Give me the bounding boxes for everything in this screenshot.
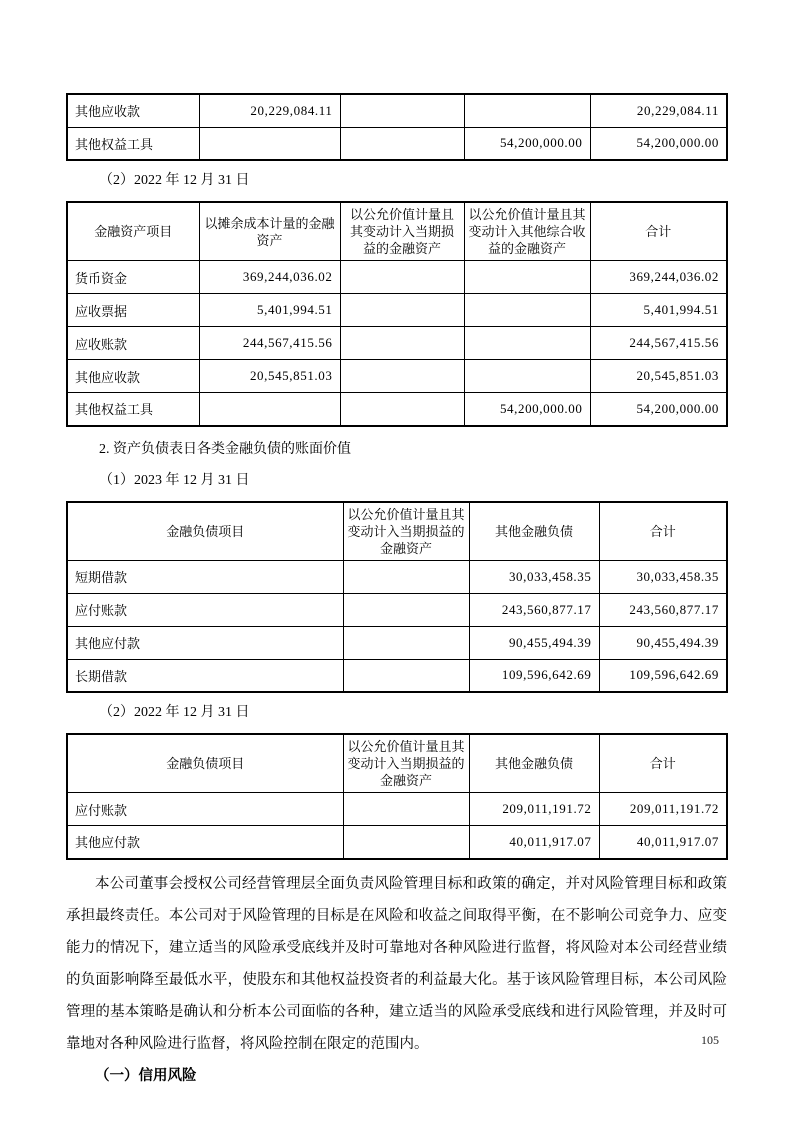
total-cell: 209,011,191.72: [599, 793, 727, 826]
table-row: [67, 360, 727, 393]
item-name-cell: 其他应付款: [67, 826, 343, 859]
column-header: 以摊余成本计量的金融资产: [199, 202, 340, 261]
table-row: [67, 826, 727, 859]
amount-cell: 244,567,415.56: [199, 327, 340, 360]
item-name-cell: 其他应收款: [67, 94, 199, 127]
total-cell: 20,545,851.03: [590, 360, 727, 393]
amount-cell: [340, 360, 464, 393]
heading-credit-risk: （一）信用风险: [95, 1067, 197, 1084]
item-name-cell: 应收票据: [67, 294, 199, 327]
table-row: [67, 94, 727, 127]
column-header: 其他金融负债: [469, 734, 599, 793]
amount-cell: [343, 659, 469, 692]
amount-cell: 20,545,851.03: [199, 360, 340, 393]
item-name-cell: 应付账款: [67, 593, 343, 626]
total-cell: 5,401,994.51: [590, 294, 727, 327]
item-name-cell: 其他应付款: [67, 626, 343, 659]
item-name-cell: 其他权益工具: [67, 127, 199, 160]
amount-cell: 90,455,494.39: [469, 626, 599, 659]
total-cell: 40,011,917.07: [599, 826, 727, 859]
column-header: 合计: [599, 502, 727, 561]
assets-2022-table: [66, 201, 728, 427]
table-row: [67, 793, 727, 826]
column-header: 金融负债项目: [67, 502, 343, 561]
table-row: [67, 659, 727, 692]
table-row: [67, 560, 727, 593]
amount-cell: [343, 560, 469, 593]
column-header: 以公允价值计量且其变动计入当期损益的金融资产: [343, 502, 469, 561]
table-row: [67, 593, 727, 626]
total-cell: 109,596,642.69: [599, 659, 727, 692]
amount-cell: 5,401,994.51: [199, 294, 340, 327]
amount-cell: [464, 294, 590, 327]
table-row: [67, 294, 727, 327]
total-cell: 369,244,036.02: [590, 261, 727, 294]
amount-cell: [199, 127, 340, 160]
amount-cell: [343, 826, 469, 859]
amount-cell: 40,011,917.07: [469, 826, 599, 859]
table-row: [67, 327, 727, 360]
column-header: 金融资产项目: [67, 202, 199, 261]
page-content: [66, 0, 727, 1092]
amount-cell: [343, 593, 469, 626]
page-number: 105: [701, 1033, 719, 1047]
liabilities-2022-table: [66, 733, 728, 860]
amount-cell: [340, 261, 464, 294]
table-header-row: [67, 734, 727, 793]
heading-liabilities-2023-date: （1）2023 年 12 月 31 日: [99, 472, 250, 488]
heading-assets-2022-date: （2）2022 年 12 月 31 日: [99, 173, 250, 188]
table-header-row: [67, 202, 727, 261]
total-cell: 90,455,494.39: [599, 626, 727, 659]
amount-cell: 54,200,000.00: [464, 127, 590, 160]
total-cell: 244,567,415.56: [590, 327, 727, 360]
table-row: [67, 261, 727, 294]
amount-cell: 209,011,191.72: [469, 793, 599, 826]
amount-cell: [464, 261, 590, 294]
liabilities-2023-table: [66, 501, 728, 694]
total-cell: 30,033,458.35: [599, 560, 727, 593]
amount-cell: 109,596,642.69: [469, 659, 599, 692]
amount-cell: [464, 94, 590, 127]
amount-cell: 243,560,877.17: [469, 593, 599, 626]
table-row: [67, 393, 727, 426]
total-cell: 243,560,877.17: [599, 593, 727, 626]
amount-cell: [340, 94, 464, 127]
column-header: 合计: [599, 734, 727, 793]
item-name-cell: 货币资金: [67, 261, 199, 294]
risk-management-paragraph: 本公司董事会授权公司经营管理层全面负责风险管理目标和政策的确定，并对风险管理目标和政策承担最终责任。本公司对于风险管理的目标是在风险和收益之间取得平衡，在不影响公司竞争力、应变能力的情况下，建立适当的风险承受底线并及时可靠地对各种风险进行监督，将风险对本公司经营业绩的负面影响降至最低水平，使股东和其他权益投资者的利益最大化。基于该风险管理目标，本公司风险管理的基本策略是确认和分析本公司面临的各种，建立适当的风险承受底线和进行风险管理，并及时可靠地对各种风险进行监督，将风险控制在限定的范围内。: [66, 875, 727, 1052]
column-header: 以公允价值计量且其变动计入其他综合收益的金融资产: [464, 202, 590, 261]
item-name-cell: 长期借款: [67, 659, 343, 692]
amount-cell: [464, 327, 590, 360]
amount-cell: 54,200,000.00: [464, 393, 590, 426]
amount-cell: 20,229,084.11: [199, 94, 340, 127]
heading-liabilities-section: 2. 资产负债表日各类金融负债的账面价值: [99, 441, 351, 457]
column-header: 合计: [590, 202, 727, 261]
total-cell: 20,229,084.11: [590, 94, 727, 127]
item-name-cell: 其他应收款: [67, 360, 199, 393]
amount-cell: 30,033,458.35: [469, 560, 599, 593]
item-name-cell: 短期借款: [67, 560, 343, 593]
column-header: 以公允价值计量且其变动计入当期损益的金融资产: [340, 202, 464, 261]
column-header: 其他金融负债: [469, 502, 599, 561]
assets-2023-continued-table: [66, 93, 728, 161]
item-name-cell: 其他权益工具: [67, 393, 199, 426]
item-name-cell: 应付账款: [67, 793, 343, 826]
amount-cell: [343, 793, 469, 826]
amount-cell: [464, 360, 590, 393]
total-cell: 54,200,000.00: [590, 127, 727, 160]
amount-cell: [199, 393, 340, 426]
total-cell: 54,200,000.00: [590, 393, 727, 426]
heading-liabilities-2022-date: （2）2022 年 12 月 31 日: [99, 705, 250, 720]
column-header: 以公允价值计量且其变动计入当期损益的金融资产: [343, 734, 469, 793]
item-name-cell: 应收账款: [67, 327, 199, 360]
amount-cell: [343, 626, 469, 659]
table-row: [67, 626, 727, 659]
amount-cell: [340, 294, 464, 327]
column-header: 金融负债项目: [67, 734, 343, 793]
table-header-row: [67, 502, 727, 561]
amount-cell: [340, 127, 464, 160]
amount-cell: [340, 327, 464, 360]
top-margin: [66, 0, 727, 93]
table-row: [67, 127, 727, 160]
amount-cell: 369,244,036.02: [199, 261, 340, 294]
amount-cell: [340, 393, 464, 426]
